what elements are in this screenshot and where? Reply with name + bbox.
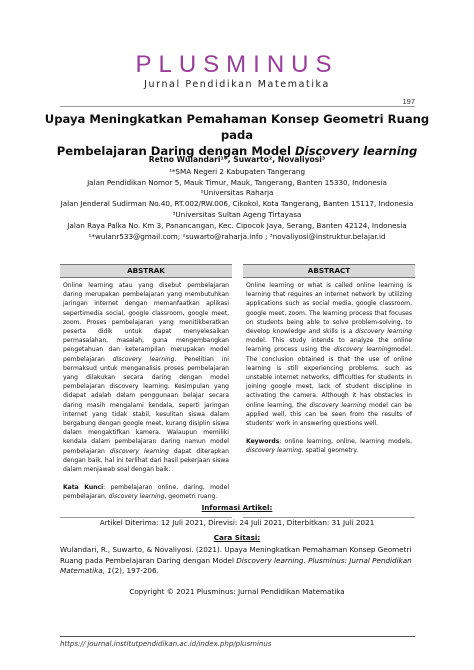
- affiliation-1-address: Jalan Pendidikan Nomor 5, Mauk Timur, Mauk, Tangerang, Banten 15330, Indonesia: [87, 177, 387, 187]
- abstrak-keywords-text-2: , geometri ruang.: [164, 493, 218, 501]
- citation-heading: [0, 533, 474, 542]
- author-names: Retno Wulandari¹*, Suwarto², Novaliyosi³: [148, 155, 326, 164]
- citation-text: [60, 545, 415, 577]
- abstract-text-3: model. The conclusion obtained is that the use of online learning is still experiencing problems, such as unstable internet networks, difficulties for students in joining google meet, lack of student discipline in activating the camera. Although it has obstacles in online learning, the: [246, 346, 412, 409]
- article-info-dates: Artikel Diterima: 12 Juli 2021, Direvisi: 24 Juli 2021, Diterbitkan: 31 Juli 2021: [99, 518, 375, 527]
- page-number: 197: [402, 97, 415, 106]
- footer-divider: [60, 636, 415, 637]
- abstract-text-1: Online learning or what is called online learning is learning that requires an internet network by utilizing applications such as social media, google classroom, google meet, zoom. The learning process that focuses on students being able to solve problem-solving, to develop knowledge and skills is a: [246, 282, 412, 336]
- abstract-italic-3: discovery learning: [309, 401, 367, 409]
- journal-subtitle: Jurnal Pendidikan Matematika: [144, 79, 330, 90]
- abstrak-paragraph: [63, 281, 229, 474]
- citation-text-4: (2), 197-206.: [111, 566, 159, 575]
- abstrak-text-1: Online learning atau yang disebut pembelajaran daring merupakan pembelajaran yang membutuhkan jaringan internet dengan memanfaatkan aplikasi sepertimedia social, google classroom, google meet, zoom. Proses pembelajaran yang menitikberatkan peserta didik untuk dapat menyelesaikan permasalahan, masalah, guna mengembangkan pengetahuan dan keterampilan merupakan model pembelajaran: [63, 282, 229, 363]
- citation-text-1: Wulandari, R., Suwarto, & Novaliyosi. (2021). Upaya Meningkatkan Pemahaman Konsep Geometri Ruang pada Pembelajaran Daring dengan Model: [60, 545, 412, 565]
- abstrak-text-3: dapat diterapkan dengan baik, hal ini terlihat dari hasil pekerjaan siswa dalam menjawab soal dengan baik.: [63, 447, 229, 474]
- author-emails: ¹*wulanr533@gmail.com; ²suwarto@raharja.info ; ³novaliyosi@instruktur.belajar.id: [88, 231, 386, 241]
- paper-title-line2-italic: Discovery learning: [295, 144, 418, 158]
- abstract-body: [243, 278, 415, 518]
- abstract-heading: ABSTRACT: [243, 264, 415, 278]
- citation-italic-2: Plusminus: Jurnal Pendidikan Matematika: [60, 555, 412, 575]
- paper-title-line1: Upaya Meningkatkan Pemahaman Konsep Geometri Ruang pada: [44, 112, 430, 142]
- abstrak-heading: ABSTRAK: [60, 264, 232, 278]
- abstract-keywords-text-1: : online learning, online, learning models,: [279, 438, 412, 446]
- article-info-heading-text: Informasi Artikel:: [201, 503, 273, 512]
- abstrak-keywords-text-1: : pembelajaran online, daring, model pembelajaran,: [63, 484, 229, 501]
- affiliation-2-address: Jalan Jenderal Sudirman No.40, RT.002/RW.006, Cikokol, Kota Tangerang, Banten 15117, Indonesia: [60, 199, 414, 209]
- header-divider: [60, 106, 415, 107]
- abstrak-body: [60, 278, 232, 518]
- paper-title-line2-text: Pembelajaran Daring dengan Model: [56, 144, 296, 158]
- abstract-italic-1: discovery learning: [355, 328, 412, 336]
- abstrak-text-2: . Penelitian ini bermaksud untuk menganalisis proses pembelajaran yang dilakukan secara daring dengan model pembelajaran discovery learning. Kesimpulan yang didapat adalah dalam penggunaan belajar secara daring masih mengalami kendala, seperti jaringan internet yang tidak stabil, kesulitan siswa dalam bergabung dengan google meet, kurang disiplin siswa dalam mengaktifkan kamera. Walaupun memiliki kendala dalam pembelajaran daring namun model pembelajaran: [63, 355, 229, 455]
- copyright-notice: Copyright © 2021 Plusminus: Jurnal Pendidikan Matematika: [129, 587, 345, 596]
- citation-text-2: .: [303, 555, 309, 565]
- citation-italic-1: Discovery learning: [236, 555, 304, 565]
- affiliation-1: ¹*SMA Negeri 2 Kabupaten Tangerang: [168, 166, 306, 176]
- journal-url-link[interactable]: https:// journal.institutpendidikan.ac.id/index.php/plusminus: [60, 640, 272, 648]
- abstract-keywords: [246, 437, 412, 455]
- journal-logo: [0, 52, 474, 90]
- abstract-keywords-label: Keywords: [246, 438, 280, 446]
- abstrak-keywords-italic: discovery learning: [108, 493, 165, 501]
- abstract-keywords-italic: discovery learning: [246, 447, 302, 455]
- abstrak-keywords-label: Kata Kunci: [63, 484, 104, 492]
- abstract-keywords-text-2: , spatial geometry.: [301, 447, 359, 455]
- abstrak-column: [60, 264, 232, 518]
- citation-italic-3: 1: [107, 566, 112, 575]
- abstrak-italic-1: discovery learning: [112, 355, 175, 363]
- citation-heading-text: Cara Sitasi:: [213, 533, 261, 542]
- abstract-text-4: model can be applied well, this can be seen from the results of students' work in answering questions well.: [246, 401, 412, 428]
- abstrak-keywords: [63, 483, 229, 501]
- affiliation-2: ²Universitas Raharja: [200, 188, 274, 198]
- abstract-paragraph: [246, 281, 412, 428]
- article-info-heading: [0, 503, 474, 512]
- abstract-text-2: model. This study intends to analyze the online learning process using the: [246, 337, 412, 354]
- abstract-column: [243, 264, 415, 518]
- abstrak-italic-2: discovery learning: [109, 447, 169, 455]
- citation-text-3: ,: [102, 566, 108, 575]
- journal-logo-text: PLUSMINUS: [135, 51, 339, 78]
- affiliation-3-address: Jalan Raya Palka No. Km 3, Panancangan, Kec. Cipocok Jaya, Serang, Banten 42124, Indonesia: [67, 220, 407, 230]
- affiliation-3: ³Universitas Sultan Ageng Tirtayasa: [172, 209, 302, 219]
- paper-title: [40, 111, 434, 159]
- author-block: [0, 155, 474, 242]
- abstract-italic-2: discovery learning: [333, 346, 392, 354]
